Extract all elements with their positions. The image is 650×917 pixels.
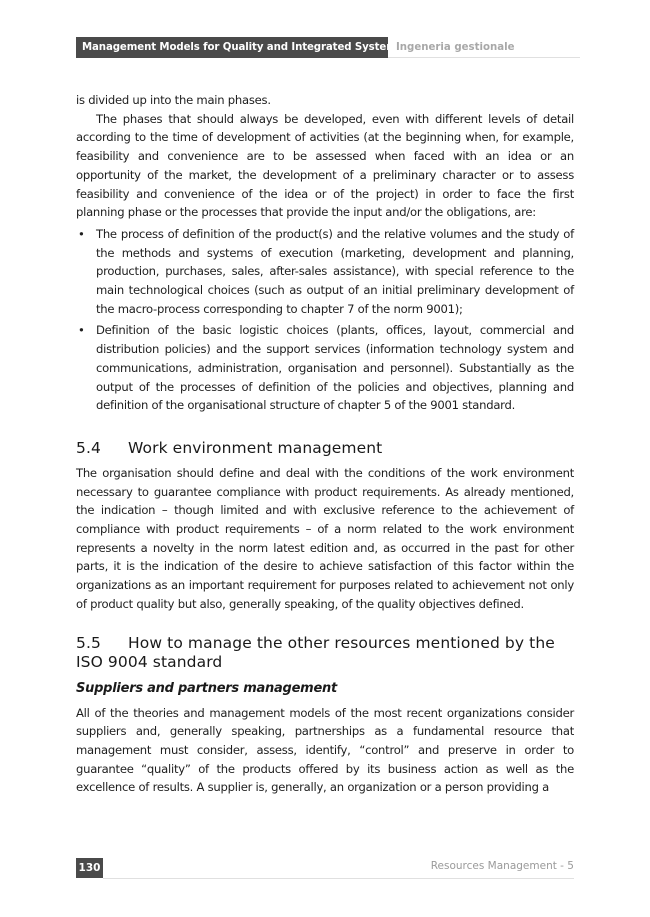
page-body bbox=[76, 91, 574, 797]
book-title: Management Models for Quality and Integrated Systems bbox=[76, 37, 388, 58]
section-number: 5.5 bbox=[76, 633, 101, 652]
section-title: Work environment management bbox=[128, 438, 383, 457]
paragraph-work-environment: The organisation should define and deal with the conditions of the work environment necessary to guarantee compliance with product requirements. As already mentioned, the indication – though limited and with exclusive reference to the achievement of compliance with product requirements – of a norm related to the work environment represents a novelty in the norm latest edition and, as occurred in the past for other parts, it is the indication of the desire to achieve satisfaction of this factor within the organizations as an important requirement for purposes related to achievement not only of product quality but also, generally speaking, of the quality objectives defined. bbox=[76, 465, 574, 611]
running-header bbox=[76, 37, 574, 58]
subheading-suppliers: Suppliers and partners management bbox=[76, 680, 337, 696]
list-item-text: The process of definition of the product(s) and the relative volumes and the study of the methods and systems of execution (marketing, development and planning, production, purchases, sales, after-sales assistance), with special reference to the main technological choices (such as output of an initial preliminary development of the macro-process corresponding to chapter 7 of the norm 9001); bbox=[96, 226, 574, 316]
paragraph-suppliers: All of the theories and management models of the most recent organizations consider suppliers and, generally speaking, partnerships as a fundamental resource that management must consider, assess, identify, “control” and preserve in order to guarantee “quality” of the products offered by its business action as well as the excellence of results. A supplier is, generally, an organization or a person providing a bbox=[76, 705, 574, 795]
chapter-label: Resources Management - 5 bbox=[430, 860, 574, 872]
paragraph-continued: is divided up into the main phases. bbox=[76, 93, 271, 107]
series-name: Ingeneria gestionale bbox=[396, 42, 515, 53]
footer-rule bbox=[103, 878, 574, 879]
page-number: 130 bbox=[76, 858, 103, 878]
list-item-text: Definition of the basic logistic choices (plants, offices, layout, commercial and distribution policies) and the support services (information technology system and communications, administration, organisation and personnel). Substantially as the output of the processes of definition of the policies and objectives, planning and definition of the organisational structure of chapter 5 of the 9001 standard. bbox=[96, 323, 574, 413]
section-number: 5.4 bbox=[76, 438, 101, 457]
bullet-icon: • bbox=[78, 226, 85, 241]
section-heading-5-5 bbox=[76, 634, 574, 672]
bullet-icon: • bbox=[78, 323, 85, 338]
list-item bbox=[76, 225, 574, 319]
list-item bbox=[76, 321, 574, 415]
section-title: How to manage the other resources mentioned by the ISO 9004 standard bbox=[76, 633, 555, 671]
section-heading-5-4 bbox=[76, 439, 574, 458]
bullet-list bbox=[76, 225, 574, 415]
running-footer bbox=[76, 858, 574, 880]
paragraph-phases: The phases that should always be developed, even with different levels of detail according to the time of development of activities (at the beginning when, for example, feasibility and convenience are to be assessed when faced with an idea or an opportunity of the market, the development of a preliminary character or to assess feasibility and convenience of the idea or of the project) in order to face the first planning phase or the processes that provide the input and/or the obligations, are: bbox=[76, 111, 574, 220]
